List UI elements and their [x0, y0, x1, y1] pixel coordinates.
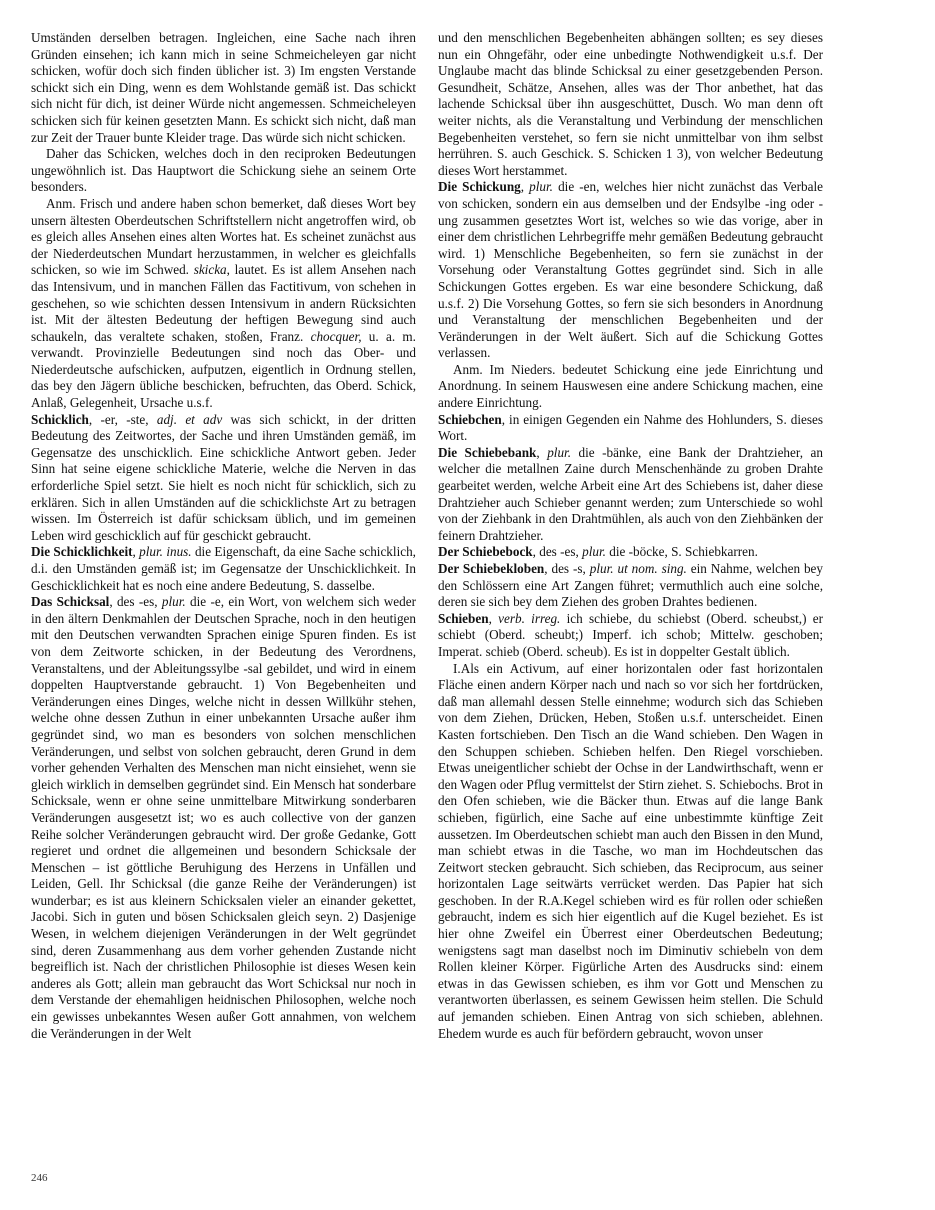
headword: Der Schiebebock: [438, 544, 533, 560]
text-run: die -en, welches hier nicht zunächst das Verbale von schicken, sondern ein aus demselben und der Endsylbe -ing oder -ung zusammen gesetztes Wort ist, welches so wie das vorige, aber in einer dem christlichen Lehrbegriffe mehr gemäßen Bedeutung gebraucht wird. 1) Menschliche Begebenheiten, so fern sie zunächst in der Vorsehung oder Veranstaltung Gottes gegründet sind. Sich in alle Schickungen Gottes ergeben. Es war eine besondere Schickung, daß u.s.f. 2) Die Vorsehung Gottes, so fern sie sich besonders in Anordnung und Veranstaltung der menschlichen Begebenheiten und der Veränderungen in der Welt äußert. Sich auf die Schickung Gottes verlassen.: [438, 179, 823, 361]
text-run: , lautet. Es ist allem Ansehen nach das Intensivum, und in manchen Fällen das Factitivum, von schehen in geschehen, so wie schichten dessen Intensivum in andern Rücksichten ist. Mit der ältesten Bedeutung der heftigen Bewegung sind auch schaukeln, das veraltete schaken, stoßen, Franz.: [31, 262, 416, 344]
text-run: , des -es,: [532, 544, 583, 560]
text-run: , des -es,: [109, 594, 162, 610]
text-run: , in einigen Gegenden ein Nahme des Hohlunders, S. dieses Wort.: [438, 411, 823, 444]
text-run: Anm. Im Nieders. bedeutet Schickung eine jede Einrichtung und Anordnung. In seinem Hauswesen eine andere Schickung machen, eine andere Einrichtung.: [438, 361, 823, 411]
headword: Der Schiebekloben: [438, 561, 545, 576]
right-column: [438, 30, 823, 1042]
headword: Schieben: [438, 610, 489, 626]
paragraph: [438, 30, 823, 179]
italic-text: plur. ut nom. sing.: [589, 561, 687, 576]
text-run: ,: [536, 444, 548, 460]
italic-text: plur.: [529, 179, 553, 195]
paragraph: [438, 362, 823, 412]
headword: Die Schiebebank: [438, 444, 537, 460]
paragraph: [31, 146, 416, 196]
text-run: die Eigenschaft, da eine Sache schicklich, d.i. den Umständen gemäß ist; im Gegensatze der Unschicklichkeit. In Geschicklichkeit hat es noch eine andere Bedeutung, S. dasselbe.: [31, 544, 416, 593]
text-run: die -bänke, eine Bank der Drahtzieher, an welcher die metallnen Zaine durch Menschenhände zu groben Drahte gearbeitet werden, welche Arbeit eine Art des Schiebens ist, daher diese Drahtzieher auch Schieber genannt werden; zum Unterschiede so wohl von der Ziehbank in den Drahtmühlen, als auch von den Ziehbänken der feinern Drahtzieher.: [438, 444, 823, 543]
left-column: [31, 30, 416, 1042]
headword: Die Schickung: [438, 179, 521, 195]
text-run: ,: [132, 544, 140, 560]
text-run: ,: [488, 610, 499, 626]
paragraph: [31, 30, 416, 146]
italic-text: plur.: [161, 594, 186, 610]
dictionary-entry: [438, 412, 823, 445]
headword: Schicklich: [31, 411, 89, 427]
italic-text: skicka: [193, 262, 227, 278]
italic-text: chocquer,: [310, 328, 362, 344]
text-run: Anm. Frisch und andere haben schon bemerket, daß dieses Wort bey unsern ältesten Oberdeutschen Schriftstellern nicht angetroffen wird, ob es gleich alles Ansehen eines alten Wortes hat. Es scheinet zunächst aus der Niederdeutschen Mundart herzustammen, in welcher es gleichfalls schicken, so wie im Schwed.: [31, 195, 416, 278]
italic-text: plur.: [547, 444, 572, 460]
paragraph: [438, 661, 823, 1043]
text-run: Daher das Schicken, welches doch in den reciproken Bedeutungen ungewöhnlich ist. Das Hauptwort die Schickung siehe an seinem Orte besonders.: [31, 146, 416, 195]
text-run: ,: [520, 179, 530, 195]
italic-text: plur.: [582, 544, 606, 560]
dictionary-entry: [31, 412, 416, 545]
text-run: und den menschlichen Begebenheiten abhängen sollten; es sey dieses nun ein Ohngefähr, oder eine unbedingte Nothwendigkeit u.s.f. Der Unglaube macht das blinde Schicksal zu einer gesetzgebenden Person. Gesundheit, Schätze, Ansehen, alles was der Thor anbethet, hat das lachende Schicksal über ihn ausgeschüttet, Dusch. Wo man denn oft weiter nichts, als die Veranstaltung und Verbindung der menschlichen Begebenheiten verstehet, so fern sie nicht unmittelbar von ihm selbst herrühren. S. auch Geschick. S. Schicken 1 3), von welcher Bedeutung dieses Wort herstammet.: [438, 30, 823, 178]
text-run: die -e, ein Wort, von welchem sich weder in den ältern Denkmahlen der Deutschen Sprache, noch in den heutigen mit den Deutschen verwandten Sprachen einige Spuren finden. Es ist von dem Zeitworte schicken, in der Bedeutung des Verordnens, Veranstaltens, und der Ableitungssylbe -sal gebildet, und wird in einem doppelten Hauptverstande gebraucht. 1) Von Begebenheiten und Veränderungen eines Dinges, welche nicht in dessen Willkühr stehen, welche ohne dessen Zuthun in einer unbekannten Ursache außer ihm gegründet sind, wo man es besonders von solchen menschlichen Veränderungen, und selbst von solchen gebraucht, deren Grund in dem vorher gehenden Verhalten des Menschen man nicht einsiehet, wenn sie gleich wirklich in demselben gegründet sind. Ein Mensch hat sonderbare Schicksale, wenn er ohne seine unmittelbare Mitwirkung sonderbaren Veränderungen ausgesetzt ist; wo es auch collective von der ganzen Reihe solcher Veränderungen gebraucht wird. Der große Gedanke, Gott regieret und ordnet die allgemeinen und besondern Schicksale der Menschen – ist göttliche Beruhigung des Herzens in Unfällen und Leiden, Gell. Ihr Schicksal (die ganze Reihe der Veränderungen) ist wunderbar; es ist aus kleinern Schicksalen vieler an einander gekettet, Jacobi. Sich in guten und bösen Schicksalen gleich seyn. 2) Dasjenige Wesen, in welchem diejenigen Veränderungen in der Welt gegründet sind, deren Zusammenhang aus dem vorher gehenden Zustande nicht begreiflich ist. Nach der christlichen Philosophie ist dieses Wesen kein anderes als Gott; allein man gebraucht das Wort Schicksal nur noch in dem Verstande der ehemahligen heidnischen Philosophen, welche noch ein gewisses unbekanntes Wesen außer Gott annahmen, von welchem die Veränderungen in der Welt: [31, 594, 416, 1041]
text-run: die -böcke, S. Schiebkarren.: [605, 544, 758, 560]
italic-text: verb. irreg.: [498, 610, 561, 626]
text-run: I.Als ein Activum, auf einer horizontalen oder fast horizontalen Fläche einen andern Körper nach und nach so vor sich her fortdrücken, daß man allemahl dessen Stelle einnehme; wodurch sich das Schieben von dem Ziehen, Drücken, Heben, Stoßen u.s.f. unterscheidet. Einen Kasten fortschieben. Den Tisch an die Wand schieben. Den Wagen in den Schuppen schieben. Schieben helfen. Den Riegel vorschieben. Etwas uneigentlicher schiebt der Ochse in der Landwirthschaft, wenn er den Wagen oder Pflug vermittelst der Stirn ziehet. S. Schiebochs. Brot in den Ofen schieben, wie die Bäcker thun. Etwas auf die lange Bank schieben, figürlich, eine Sache auf eine unbestimmte künftige Zeit aussetzen. Im Oberdeutschen schiebt man auch den Bissen in den Mund, man schiebt etwas in die Tasche, wo man im Hochdeutschen das Zeitwort stecken gebraucht. Sich schieben, das Reciprocum, aus seiner horizontalen Lage seitwärts verrücket werden. Das Papier hat sich geschoben. In der R.A.Kegel schieben wird es für rollen oder schießen gebraucht, indem es sich hier eigentlich auf die Kugel beziehet. Es ist hier ohne Zweifel ein Überrest einer Oberdeutschen Bedeutung; wenigstens sagt man daselbst noch im Diminutiv schiebeln von dem Rollen kleiner Körper. Figürliche Arten des Ausdrucks sind: einem etwas in das Gewissen schieben, es ihm vor Gott und Menschen zu verantworten überlassen, es seinem Gewissen heim stellen. Die Schuld auf jemanden schieben. Einen Antrag von sich schieben, ablehnen. Ehedem wurde es auch für befördern gebraucht, wovon unser: [438, 660, 823, 1041]
text-run: ein Nahme, welchen bey den Schlössern eine Art Zangen führet; vermuthlich auch eine solche, deren sie sich bey dem Ziehen des groben Drahtes bedienen.: [438, 561, 824, 610]
text-run: ich schiebe, du schiebst (Oberd. scheubst,) er schiebt (Oberd. scheubt;) Imperf. ich schob; Mittelw. geschoben; Imperat. schieb (Oberd. scheub). Es ist in doppelter Gestalt üblich.: [438, 610, 823, 659]
paragraph: [31, 196, 416, 412]
italic-text: adj. et adv: [156, 411, 223, 427]
headword: Das Schicksal: [31, 594, 110, 610]
dictionary-entry: [438, 561, 823, 611]
dictionary-entry: [31, 544, 416, 594]
dictionary-entry: [438, 179, 823, 362]
dictionary-entry: [438, 611, 823, 661]
text-run: Umständen derselben betragen. Ingleichen, eine Sache nach ihren Gründen einsehen; ich kann mich in seine Schmeicheleyen gar nicht schicken, wofür doch sich finden üblicher ist. 3) Im engsten Verstande schickt sich ein Ding, wenn es dem Wohlstande gemäß ist. Das schickt sich nicht für dich, ist deiner Würde nicht angemessen. Schmeicheleyen schicken sich für keinen gesetzten Mann. Es schickt sich nicht, daß man zur Zeit der Trauer bunte Kleider trage. Das würde sich nicht schicken.: [31, 30, 416, 145]
dictionary-entry: [438, 544, 823, 561]
text-run: , des -s,: [544, 561, 590, 576]
text-run: was sich schickt, in der dritten Bedeutung des Zeitwortes, der Sache und ihren Umständen gemäß, im Gegensatze des unschicklich. Eine schickliche Antwort geben. Jeder Sinn hat seine eigene schickliche Materie, welche die Nerven in das erforderliche Spiel setzt. Sie hielt es noch nicht für schicklich, sich zu erklären. Sich in allen Umständen auf die schicklichste Art zu betragen wissen. Im Österreich ist dafür schicksam üblich, und im gemeinen Leben wird geschicklich auf für geschickt gebraucht.: [31, 411, 416, 543]
dictionary-entry: [438, 445, 823, 545]
text-run: , -er, -ste,: [88, 411, 157, 427]
dictionary-entry: [31, 594, 416, 1042]
text-run: u. a. m. verwandt. Provinzielle Bedeutungen sind noch das Ober- und Niederdeutsche aufschicken, aufputzen, eigentlich in Ordnung stellen, das bey den Jägern übliche beschicken, befruchten, das Oberd. Schick, Anlaß, Gelegenheit, Ursache u.s.f.: [31, 328, 416, 411]
page-number: 246: [31, 1172, 48, 1184]
headword: Die Schicklichkeit: [31, 544, 133, 560]
headword: Schiebchen: [438, 411, 502, 427]
italic-text: plur. inus.: [139, 544, 192, 560]
